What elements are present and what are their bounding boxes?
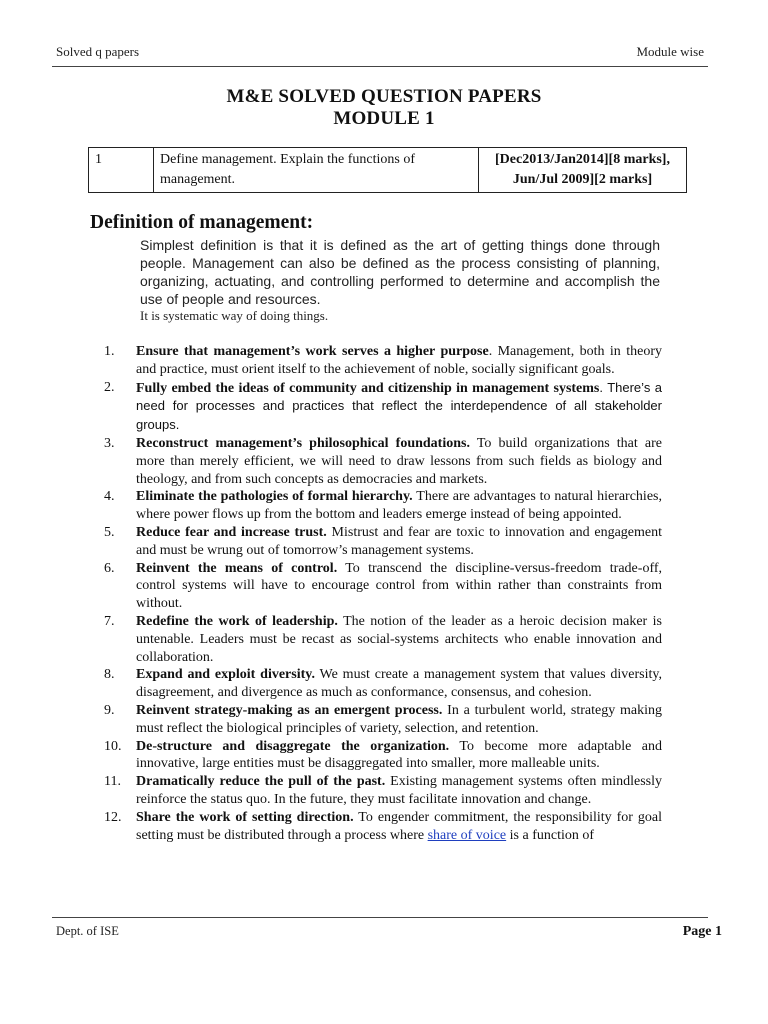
list-number: 11. [104, 774, 121, 790]
list-item [100, 613, 662, 666]
list-number: 3. [104, 435, 115, 451]
point-text: To build organizations that are more than merely efficient, we will need to draw lessons from such fields as biology and theology, and from such concepts as democracies and markets. [136, 435, 662, 487]
list-number: 5. [104, 524, 115, 540]
question-row [89, 148, 687, 193]
point-heading: Reinvent the means of control. [136, 560, 338, 576]
point-text: In a turbulent world, strategy making must reflect the biological principles of variety, selection, and retention. [136, 702, 662, 736]
module-title: MODULE 1 [333, 108, 435, 129]
list-number: 9. [104, 702, 115, 718]
list-number: 1. [104, 344, 115, 359]
point-text: . There’s a need for processes and practices that reflect the interdependence of all stakeholder groups. [136, 379, 662, 433]
list-number: 6. [104, 560, 115, 576]
point-heading: Redefine the work of leadership. [136, 613, 338, 629]
list-item [100, 702, 662, 738]
question-marks-line2: Jun/Jul 2009][2 marks] [512, 172, 653, 187]
point-text: Existing management systems often mindlessly reinforce the status quo. In the future, they must facilitate innovation and change. [136, 774, 662, 807]
point-text: Mistrust and fear are toxic to innovation and engagement and must be wrung out of tomorrow’s management systems. [136, 524, 662, 558]
question-text-line1: Define management. Explain the functions of [160, 152, 416, 167]
point-text: To engender commitment, the responsibility for goal setting must be distributed through a process where [136, 809, 662, 843]
footer-department: Dept. of ISE [56, 924, 119, 938]
point-text: We must create a management system that values diversity, disagreement, and divergence as much as conformance, consensus, and cohesion. [136, 667, 662, 701]
header-left: Solved q papers [56, 44, 140, 59]
question-text [154, 148, 479, 193]
point-heading: Reinvent strategy-making as an emergent process. [136, 702, 443, 718]
list-item [100, 488, 662, 524]
intro-paragraph: Simplest definition is that it is defined as the art of getting things done through people. Management can also be defined as the process consisting of planning, organizing, actuating, and controlling performed to determine and accomplish the use of people and resources. [140, 237, 660, 307]
section-heading: Definition of management: [90, 212, 314, 233]
list-item [100, 560, 662, 613]
question-marks [479, 148, 687, 193]
point-text: The notion of the leader as a heroic decision maker is untenable. Leaders must be recast as social-systems architects who enable innovation and collaboration. [136, 613, 662, 665]
list-item [100, 524, 662, 560]
list-item [100, 435, 662, 488]
point-heading: Reduce fear and increase trust. [136, 524, 327, 540]
point-text-after: is a function of [506, 827, 595, 843]
list-item [100, 343, 662, 379]
list-number: 2. [104, 379, 115, 395]
list-number: 8. [104, 667, 115, 683]
page-number: Page 1 [682, 924, 722, 939]
list-number: 12. [104, 809, 122, 825]
points-list [100, 343, 662, 844]
share-of-voice-link[interactable]: share of voice [427, 827, 507, 843]
point-heading: Fully embed the ideas of community and citizenship in management systems [136, 380, 600, 396]
footer-divider [52, 917, 708, 918]
document-title: M&E SOLVED QUESTION PAPERS [226, 86, 542, 107]
point-heading: Eliminate the pathologies of formal hierarchy. [136, 489, 413, 505]
header-divider [52, 66, 708, 67]
list-number: 10. [104, 738, 122, 754]
list-item [100, 738, 662, 774]
question-number: 1 [89, 148, 154, 193]
question-table [88, 147, 687, 193]
question-text-line2: management. [160, 172, 236, 187]
point-heading: Share the work of setting direction. [136, 809, 354, 825]
list-number: 7. [104, 613, 115, 629]
point-heading: De-structure and disaggregate the organization. [136, 738, 450, 754]
intro-note: It is systematic way of doing things. [140, 308, 329, 323]
list-item [100, 809, 662, 845]
point-text: To transcend the discipline-versus-freedom trade-off, control systems will have to encourage control from within rather than constraints from without. [136, 560, 663, 612]
point-heading: Reconstruct management’s philosophical foundations. [136, 435, 470, 451]
point-heading: Dramatically reduce the pull of the past. [136, 774, 386, 790]
list-number: 4. [104, 489, 115, 505]
point-text: . Management, both in theory and practice, must orient itself to the achievement of noble, socially significant goals. [136, 344, 662, 377]
point-text: To become more adaptable and innovative, large entities must be disaggregated into smaller, more malleable units. [136, 738, 662, 772]
header-right: Module wise [636, 44, 704, 59]
list-item [100, 666, 662, 702]
list-item [100, 379, 662, 435]
question-marks-line1: [Dec2013/Jan2014][8 marks], [495, 152, 670, 167]
list-item [100, 773, 662, 809]
point-heading: Expand and exploit diversity. [136, 667, 315, 683]
point-heading: Ensure that management’s work serves a higher purpose [136, 344, 489, 359]
point-text: There are advantages to natural hierarchies, where power flows up from the bottom and leaders emerge instead of being appointed. [136, 489, 662, 523]
